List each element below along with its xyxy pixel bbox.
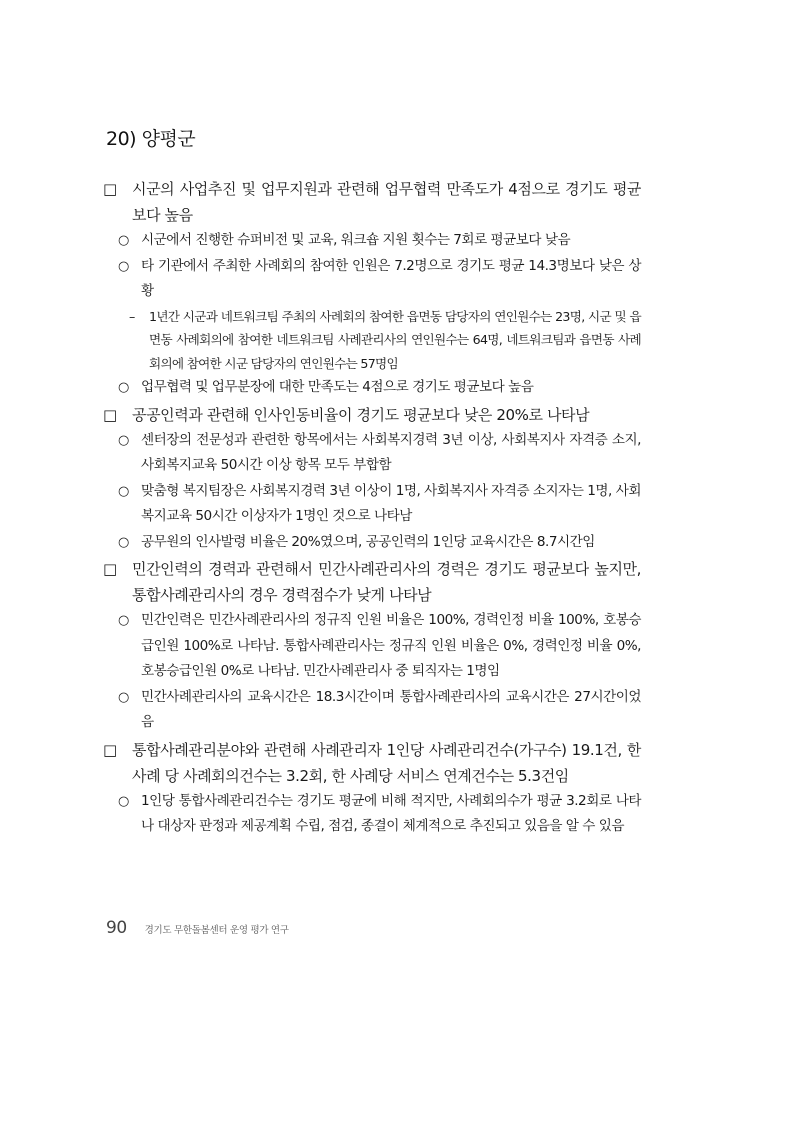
bullet-text: 타 기관에서 주최한 사례회의 참여한 인원은 7.2명으로 경기도 평균 14.3명보다 낮은 상황 [141,257,641,299]
circle-bullet-item [118,685,641,736]
bullet-text: 통합사례관리분야와 관련해 사례관리자 1인당 사례관리건수(가구수) 19.1건, 한 사례 당 사례회의건수는 3.2회, 한 사례당 서비스 연계건수는 5.3건임 [132,740,641,785]
bullet-text: 민간인력의 경력과 관련해서 민간사례관리사의 경력은 경기도 평균보다 높지만, 통합사례관리사의 경우 경력점수가 낮게 나타남 [132,560,641,604]
bullet-text: 1인당 통합사례관리건수는 경기도 평균에 비해 적지만, 사례회의수가 평균 3.2회로 나타나 대상자 판정과 제공계획 수립, 점검, 종결이 체계적으로 추진되고 있음을 알 수 있음 [141,792,641,834]
circle-bullet-marker: ○ [118,793,130,809]
bullet-text: 민간인력은 민간사례관리사의 정규직 인원 비율은 100%, 경력인정 비율 100%, 호봉승급인원 100%로 나타남. 통합사례관리사는 정규직 인원 비율은 0%, 경력인정 비율 0%, 호봉승급인원 0%로 나타남. 민간사례관리사 중 퇴직자는 1명임 [141,612,641,679]
bullet-text: 맞춤형 복지팀장은 사회복지경력 3년 이상이 1명, 사회복지사 자격증 소지자는 1명, 사회복지교육 50시간 이상자가 1명인 것으로 나타남 [141,482,641,524]
bullet-text: 시군의 사업추진 및 업무지원과 관련해 업무협력 만족도가 4점으로 경기도 평균보다 높음 [132,180,641,224]
circle-bullet-marker: ○ [118,432,130,448]
circle-bullet-item [118,228,641,254]
circle-bullet-marker: ○ [118,689,130,705]
dash-bullet-marker: – [129,308,136,324]
circle-bullet-marker: ○ [118,258,130,274]
circle-bullet-item [118,789,641,840]
bullet-text: 민간사례관리사의 교육시간은 18.3시간이며 통합사례관리사의 교육시간은 27시간이었음 [141,688,641,730]
square-bullet-item [103,556,641,608]
circle-bullet-marker: ○ [118,380,130,395]
bullet-text: 1년간 시군과 네트워크팀 주최의 사례회의 참여한 읍면동 담당자의 연인원수는 23명, 시군 및 읍면동 사례회의에 참여한 네트워크팀 사례관리사의 연인원수는 64명, 네트워크팀과 읍면동 사례회의에 참여한 시군 담당자의 연인원수는 57명임 [149,308,641,371]
running-title: 경기도 무한돌봄센터 운영 평가 연구 [144,925,289,936]
circle-bullet-marker: ○ [118,613,130,628]
circle-bullet-marker: ○ [118,233,130,248]
square-bullet-item [103,737,641,789]
page-number: 90 [106,918,127,938]
bullet-text: 업무협력 및 업무분장에 대한 만족도는 4점으로 경기도 평균보다 높음 [141,379,534,395]
bullet-text: 시군에서 진행한 슈퍼비전 및 교육, 워크숍 지원 횟수는 7회로 평균보다 낮음 [141,232,571,248]
section-title: 20) 양평군 [106,128,196,150]
square-bullet-marker: □ [103,405,118,424]
page-footer [106,918,289,938]
square-bullet-item [103,176,641,228]
circle-bullet-item [118,608,641,685]
bullet-text: 공공인력과 관련해 인사인동비율이 경기도 평균보다 낮은 20%로 나타남 [132,405,590,424]
circle-bullet-marker: ○ [118,483,130,499]
dash-bullet-item [127,305,641,376]
circle-bullet-item [118,254,641,305]
square-bullet-item [103,402,641,428]
square-bullet-marker: □ [103,740,118,759]
section-body [103,175,641,840]
bullet-text: 공무원의 인사발령 비율은 20%였으며, 공공인력의 1인당 교육시간은 8.7시간임 [141,533,595,550]
square-bullet-marker: □ [103,180,118,198]
circle-bullet-marker: ○ [118,534,130,550]
circle-bullet-item [118,530,641,556]
circle-bullet-item [118,479,641,530]
square-bullet-marker: □ [103,560,118,578]
circle-bullet-item [118,375,641,401]
bullet-text: 센터장의 전문성과 관련한 항목에서는 사회복지경력 3년 이상, 사회복지사 자격증 소지, 사회복지교육 50시간 이상 항목 모두 부합함 [141,431,641,473]
circle-bullet-item [118,428,641,479]
